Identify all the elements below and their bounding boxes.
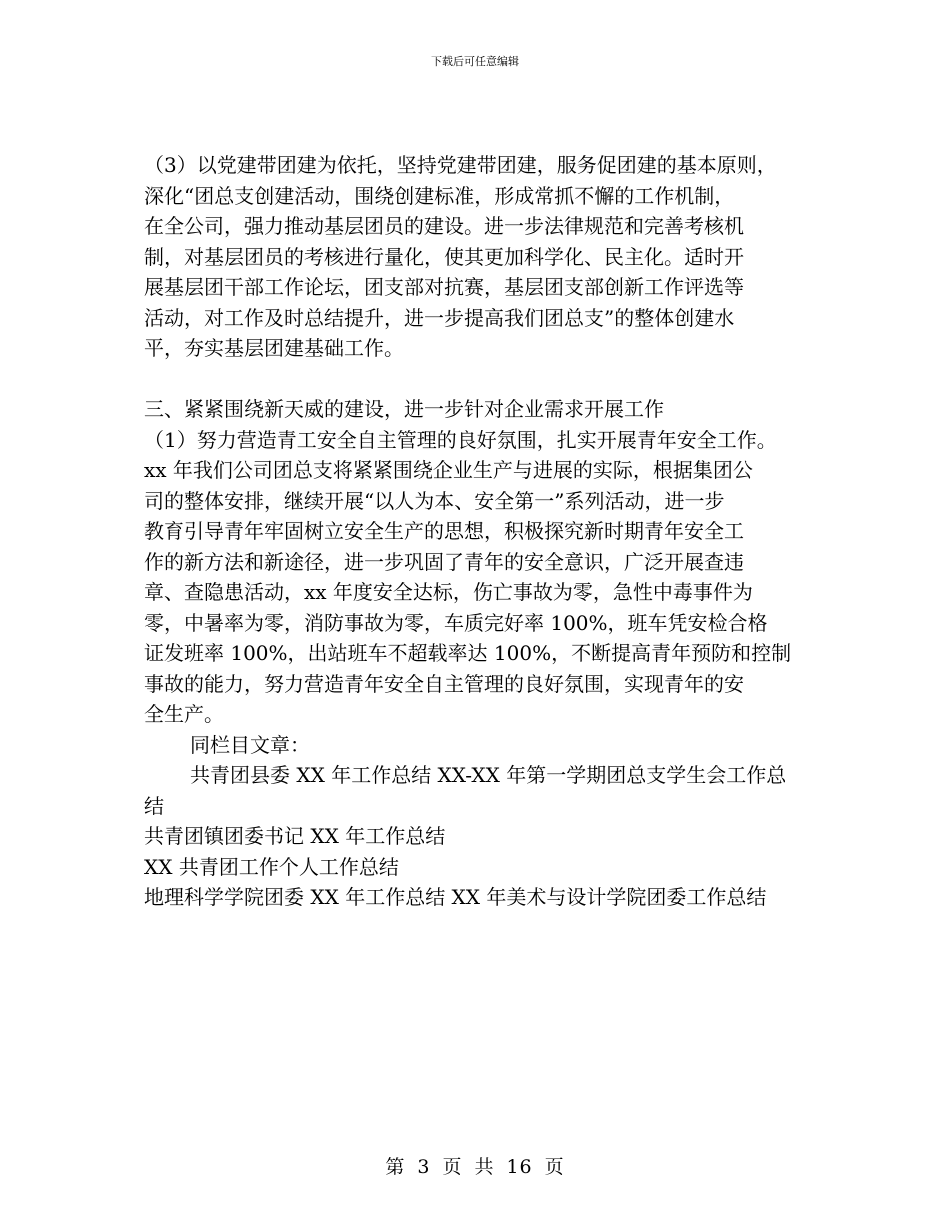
text-line: 平，夯实基层团建基础工作。 — [144, 336, 404, 360]
footer-gong: 共 — [474, 1156, 495, 1178]
text-line: 制，对基层团员的考核进行量化，使其更加科学化、民主化。适时开 — [144, 244, 744, 269]
text-line: 教育引导青年牢固树立安全生产的思想，积极探究新时期青年安全工 — [144, 519, 744, 543]
page-footer — [0, 1152, 950, 1179]
text-line: 章、查隐患活动，xx 年度安全达标，伤亡事故为零，急性中毒事件为 — [144, 580, 753, 604]
text-line: 零，中暑率为零，消防事故为零，车质完好率 100%，班车凭安检合格 — [144, 610, 768, 635]
related-article-link[interactable]: 地理科学学院团委 XX 年工作总结 XX 年美术与设计学院团委工作总结 — [144, 885, 767, 909]
related-articles-label: 同栏目文章： — [190, 732, 310, 757]
text-line: 证发班率 100%，出站班车不超载率达 100%，不断提高青年预防和控制 — [144, 641, 792, 665]
text-line: （1）努力营造青工安全自主管理的良好氛围，扎实开展青年安全工作。 — [144, 427, 777, 452]
paragraph-1 — [144, 425, 824, 730]
related-article-link-continued[interactable]: 结 — [144, 793, 164, 818]
text-line: 作的新方法和新途径，进一步巩固了青年的安全意识，广泛开展查违 — [144, 549, 744, 574]
text-line: 展基层团干部工作论坛，团支部对抗赛，基层团支部创新工作评选等 — [144, 275, 744, 299]
paragraph-3 — [144, 150, 824, 364]
related-article-link[interactable]: 共青团县委 XX 年工作总结 XX-XX 年第一学期团总支学生会工作总 — [190, 763, 787, 787]
footer-ye: 页 — [442, 1156, 463, 1178]
text-line: 活动，对工作及时总结提升，进一步提高我们团总支”的整体创建水 — [144, 305, 735, 330]
text-line: 事故的能力，努力营造青年安全自主管理的良好氛围，实现青年的安 — [144, 671, 744, 696]
page-header: 下载后可任意编辑 — [431, 55, 519, 68]
text-line: 在全公司，强力推动基层团员的建设。进一步法律规范和完善考核机 — [144, 214, 744, 238]
text-line: （3）以党建带团建为依托，坚持党建带团建，服务促团建的基本原则， — [144, 153, 777, 177]
text-line: 深化“团总支创建活动，围绕创建标准，形成常抓不懈的工作机制， — [144, 183, 735, 208]
related-article-link[interactable]: XX 共青团工作个人工作总结 — [144, 854, 399, 879]
blank-line — [144, 364, 824, 395]
text-line: xx 年我们公司团总支将紧紧围绕企业生产与进展的实际，根据集团公 — [144, 458, 753, 482]
total-page-count: 16 — [506, 1156, 533, 1178]
text-line: 司的整体安排，继续开展“以人为本、安全第一”系列活动，进一步 — [144, 488, 725, 513]
footer-ye: 页 — [544, 1156, 565, 1178]
footer-di: 第 — [385, 1156, 406, 1178]
current-page-number: 3 — [417, 1156, 431, 1178]
text-line: 全生产。 — [144, 702, 224, 726]
section-heading: 三、紧紧围绕新天威的建设，进一步针对企业需求开展工作 — [144, 397, 664, 421]
document-body — [144, 150, 824, 913]
related-articles-list — [144, 760, 824, 913]
related-article-link[interactable]: 共青团镇团委书记 XX 年工作总结 — [144, 824, 446, 848]
